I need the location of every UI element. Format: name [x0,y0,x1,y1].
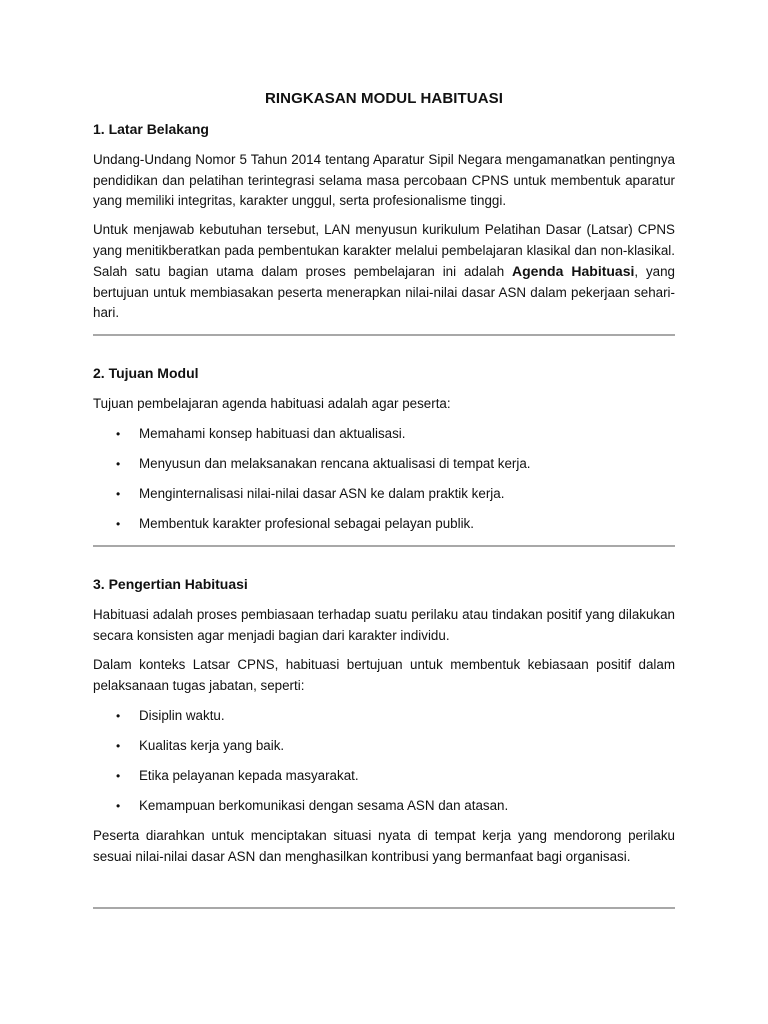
paragraph-pengertian-2: Dalam konteks Latsar CPNS, habituasi bertujuan untuk membentuk kebiasaan positif dalam pelaksanaan tugas jabatan, seperti: [93,657,675,693]
section-divider [93,907,675,909]
list-item-text: Kualitas kerja yang baik. [139,738,285,753]
list-item-text: Disiplin waktu. [139,708,225,723]
habituasi-examples-list [93,706,675,826]
bullet-icon: • [116,487,121,501]
tujuan-list [93,424,675,544]
list-item-text: Memahami konsep habituasi dan aktualisasi. [139,426,406,441]
paragraph-text: , yang bertujuan untuk membiasakan peserta menerapkan nilai-nilai dasar ASN dalam pekerjaan sehari-hari. [93,264,675,320]
paragraph-text: Untuk menjawab kebutuhan tersebut, LAN menyusun kurikulum Pelatihan Dasar (Latsar) CPNS yang menitikberatkan pada pembentukan karakter melalui pembelajaran klasikal dan non-klasikal. Salah satu bagian utama dalam proses pembelajaran ini adalah [93,222,675,279]
bullet-icon: • [116,769,121,783]
paragraph-pengertian-3: Peserta diarahkan untuk menciptakan situasi nyata di tempat kerja yang mendorong perilaku sesuai nilai-nilai dasar ASN dan menghasilkan kontribusi yang bermanfaat bagi organisasi. [93,828,675,864]
list-item [93,454,675,484]
list-item-text: Membentuk karakter profesional sebagai pelayan publik. [139,516,474,531]
bullet-icon: • [116,739,121,753]
list-item [93,796,675,826]
list-item [93,424,675,454]
bullet-icon: • [116,799,121,813]
section-heading-pengertian-habituasi: 3. Pengertian Habituasi [93,576,248,592]
list-item-text: Menginternalisasi nilai-nilai dasar ASN ke dalam praktik kerja. [139,486,505,501]
agenda-habituasi-emphasis: Agenda Habituasi [512,263,635,279]
paragraph-tujuan-intro: Tujuan pembelajaran agenda habituasi adalah agar peserta: [93,396,451,411]
list-item-text: Menyusun dan melaksanakan rencana aktualisasi di tempat kerja. [139,456,531,471]
list-item [93,514,675,544]
paragraph-latar-belakang-2 [93,220,675,324]
section-heading-tujuan-modul: 2. Tujuan Modul [93,365,199,381]
paragraph-latar-belakang-1: Undang-Undang Nomor 5 Tahun 2014 tentang Aparatur Sipil Negara mengamanatkan pentingnya pendidikan dan pelatihan terintegrasi selama masa percobaan CPNS untuk membentuk aparatur yang memiliki integritas, karakter unggul, serta profesionalisme tinggi. [93,152,675,208]
list-item [93,484,675,514]
bullet-icon: • [116,427,121,441]
section-divider [93,334,675,336]
paragraph-pengertian-1: Habituasi adalah proses pembiasaan terhadap suatu perilaku atau tindakan positif yang dilakukan secara konsisten agar menjadi bagian dari karakter individu. [93,607,675,643]
section-heading-latar-belakang: 1. Latar Belakang [93,121,209,137]
list-item-text: Kemampuan berkomunikasi dengan sesama ASN dan atasan. [139,798,509,813]
bullet-icon: • [116,517,121,531]
list-item-text: Etika pelayanan kepada masyarakat. [139,768,359,783]
list-item [93,736,675,766]
bullet-icon: • [116,709,121,723]
document-title: RINGKASAN MODUL HABITUASI [264,90,504,107]
section-divider [93,545,675,547]
list-item [93,766,675,796]
list-item [93,706,675,736]
bullet-icon: • [116,457,121,471]
